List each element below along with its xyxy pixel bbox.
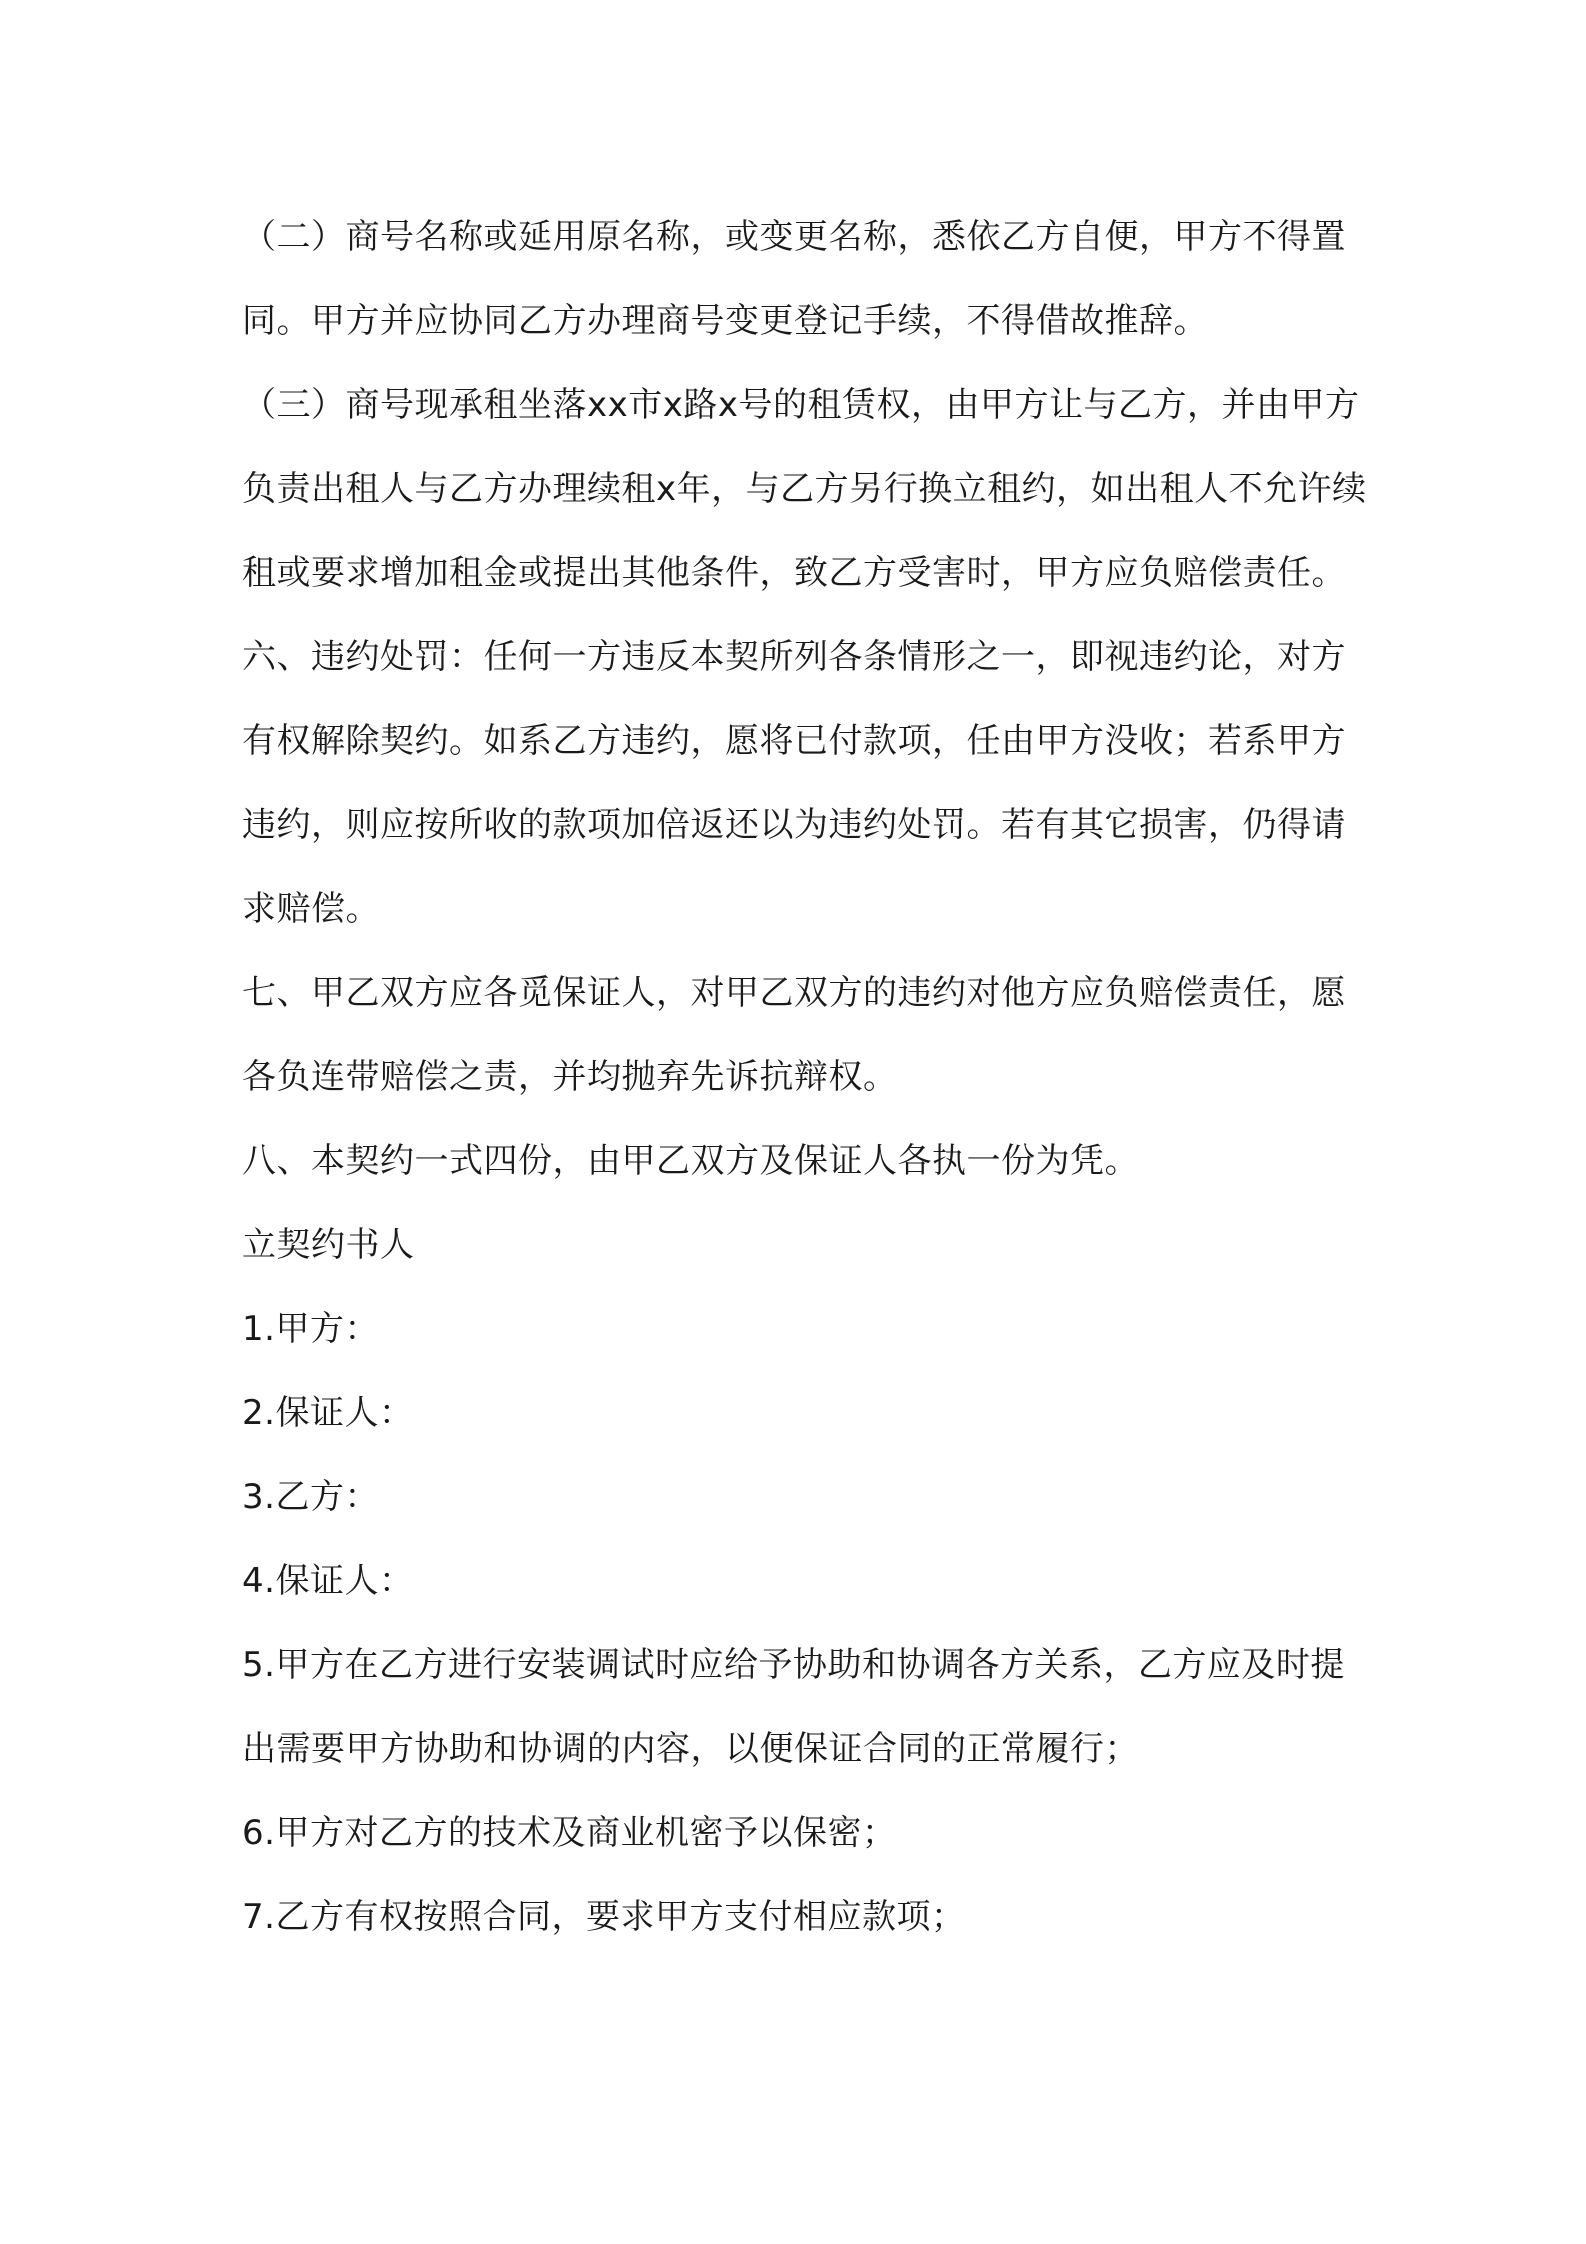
document-body <box>242 195 1367 1959</box>
signatory-guarantor-1: 2.保证人： <box>242 1393 414 1433</box>
signatory-guarantor-2: 4.保证人： <box>242 1561 414 1601</box>
clause-7-guarantor: 七、甲乙双方应各觅保证人，对甲乙双方的违约对他方应负赔偿责任，愿各负连带赔偿之责，并均抛弃先诉抗辩权。 <box>242 973 1346 1097</box>
signatories-heading: 立契约书人 <box>242 1225 415 1265</box>
clause-2-trade-name: （二）商号名称或延用原名称，或变更名称，悉依乙方自便，甲方不得置同。甲方并应协同乙方办理商号变更登记手续，不得借故推辞。 <box>242 217 1346 341</box>
clause-8-copies: 八、本契约一式四份，由甲乙双方及保证人各执一份为凭。 <box>242 1141 1139 1181</box>
item-6-confidentiality: 6.甲方对乙方的技术及商业机密予以保密； <box>242 1813 897 1853</box>
item-7-payment-right: 7.乙方有权按照合同，要求甲方支付相应款项； <box>242 1897 966 1937</box>
item-5-installation-assistance: 5.甲方在乙方进行安装调试时应给予协助和协调各方关系，乙方应及时提出需要甲方协助和协调的内容，以便保证合同的正常履行； <box>242 1645 1345 1769</box>
signatory-party-b: 3.乙方： <box>242 1477 379 1517</box>
clause-3-lease-right: （三）商号现承租坐落xx市x路x号的租赁权，由甲方让与乙方，并由甲方负责出租人与乙方办理续租x年，与乙方另行换立租约，如出租人不允许续租或要求增加租金或提出其他条件，致乙方受害时，甲方应负赔偿责任。 <box>242 385 1367 593</box>
signatory-party-a: 1.甲方： <box>242 1309 379 1349</box>
clause-6-breach-penalty: 六、违约处罚：任何一方违反本契所列各条情形之一，即视违约论，对方有权解除契约。如系乙方违约，愿将已付款项，任由甲方没收；若系甲方违约，则应按所收的款项加倍返还以为违约处罚。若有其它损害，仍得请求赔偿。 <box>242 637 1346 929</box>
